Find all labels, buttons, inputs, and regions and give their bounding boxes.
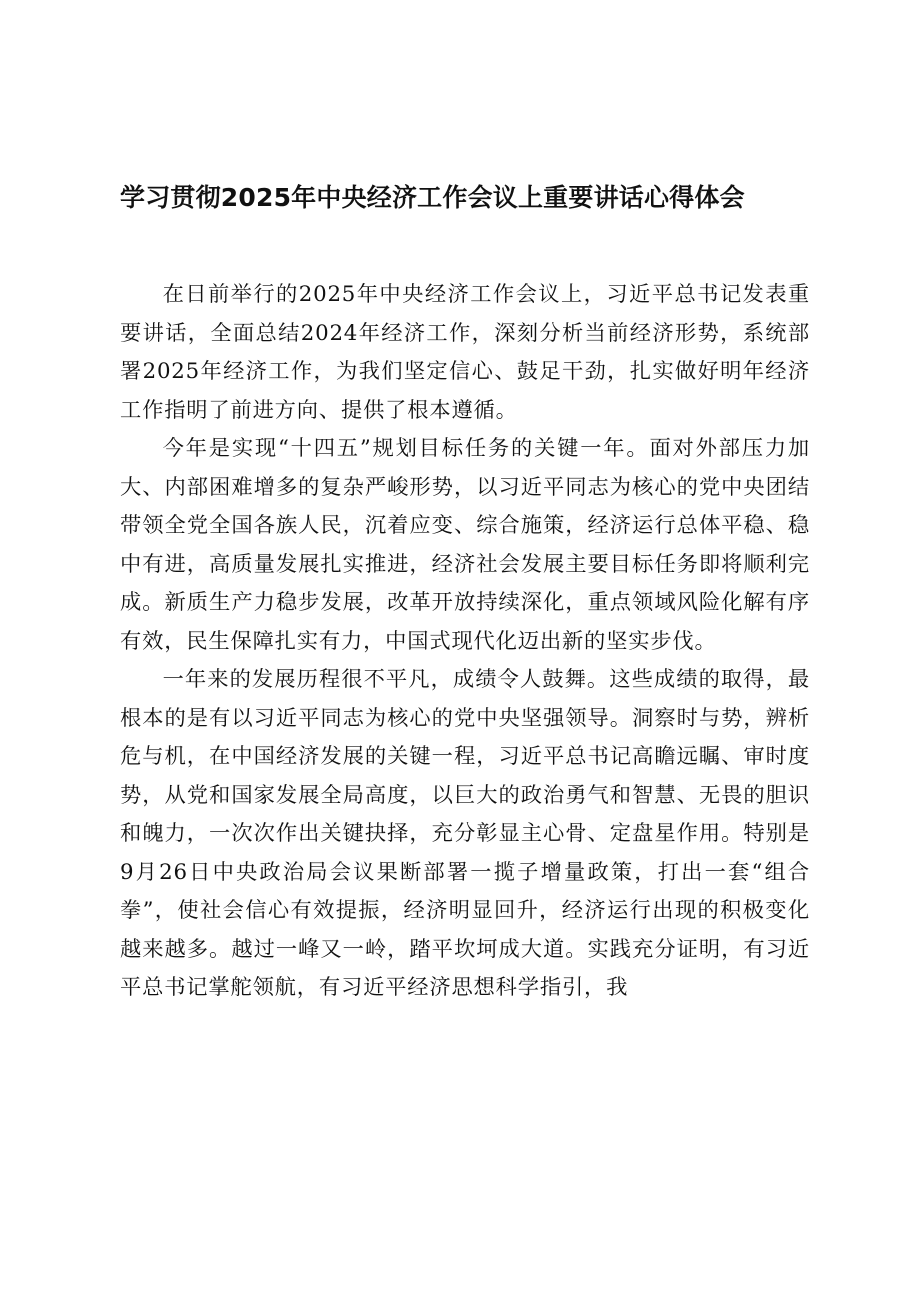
paragraph-1: 在日前举行的2025年中央经济工作会议上，习近平总书记发表重要讲话，全面总结2024年经济工作，深刻分析当前经济形势，系统部署2025年经济工作，为我们坚定信心、鼓足干劲，扎实做好明年经济工作指明了前进方向、提供了根本遵循。	[120, 282, 810, 423]
paragraph-2: 今年是实现“十四五”规划目标任务的关键一年。面对外部压力加大、内部困难增多的复杂严峻形势，以习近平同志为核心的党中央团结带领全党全国各族人民，沉着应变、综合施策，经济运行总体平稳、稳中有进，高质量发展扎实推进，经济社会发展主要目标任务即将顺利完成。新质生产力稳步发展，改革开放持续深化，重点领域风险化解有序有效，民生保障扎实有力，中国式现代化迈出新的坚实步伐。	[120, 436, 810, 654]
document-title: 学习贯彻2025年中央经济工作会议上重要讲话心得体会	[120, 183, 745, 212]
paragraph-3: 一年来的发展历程很不平凡，成绩令人鼓舞。这些成绩的取得，最根本的是有以习近平同志为核心的党中央坚强领导。洞察时与势，辨析危与机，在中国经济发展的关键一程，习近平总书记高瞻远瞩、审时度势，从党和国家发展全局高度，以巨大的政治勇气和智慧、无畏的胆识和魄力，一次次作出关键抉择，充分彰显主心骨、定盘星作用。特别是9月26日中央政治局会议果断部署一揽子增量政策，打出一套“组合拳”，使社会信心有效提振，经济明显回升，经济运行出现的积极变化越来越多。越过一峰又一岭，踏平坎坷成大道。实践充分证明，有习近平总书记掌舵领航，有习近平经济思想科学指引，我	[120, 667, 810, 1000]
document-body	[120, 276, 810, 1008]
